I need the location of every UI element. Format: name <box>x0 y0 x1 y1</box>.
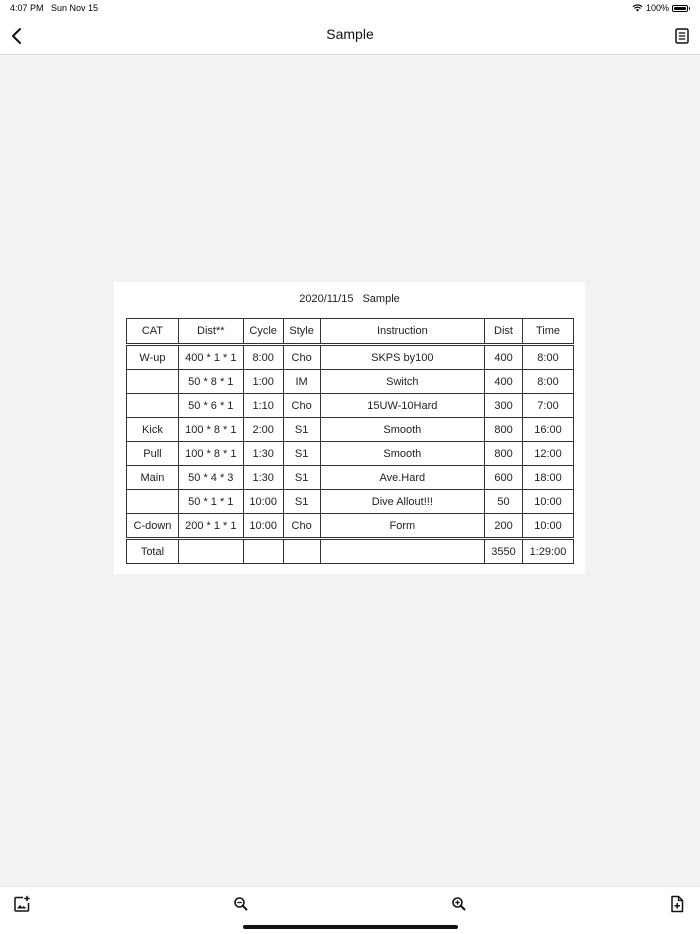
cell-dist: 600 <box>485 466 523 490</box>
cell-instruction: SKPS by100 <box>320 345 484 370</box>
add-image-button[interactable] <box>13 895 31 913</box>
cell-style: Cho <box>283 394 320 418</box>
cell-style: S1 <box>283 418 320 442</box>
column-header-style: Style <box>283 319 320 345</box>
column-header-cycle: Cycle <box>243 319 283 345</box>
column-header-time: Time <box>523 319 574 345</box>
workout-table <box>126 318 574 564</box>
cell-dist-set: 50 * 4 * 3 <box>178 466 243 490</box>
table-row <box>127 345 574 370</box>
total-label: Total <box>127 539 179 564</box>
cell-dist: 400 <box>485 345 523 370</box>
cell-dist: 200 <box>485 514 523 539</box>
add-document-button[interactable] <box>668 895 686 913</box>
cell-cycle <box>243 539 283 564</box>
wifi-icon <box>632 4 643 12</box>
home-indicator[interactable] <box>243 925 458 929</box>
column-header-cat: CAT <box>127 319 179 345</box>
cell-cat: C-down <box>127 514 179 539</box>
cell-time: 16:00 <box>523 418 574 442</box>
cell-style: Cho <box>283 345 320 370</box>
cell-instruction: Form <box>320 514 484 539</box>
add-image-icon <box>13 895 31 913</box>
cell-cycle: 1:00 <box>243 370 283 394</box>
cell-instruction: Ave.Hard <box>320 466 484 490</box>
cell-cycle: 1:30 <box>243 442 283 466</box>
table-row <box>127 418 574 442</box>
status-date: Sun Nov 15 <box>51 3 99 13</box>
cell-cat: W-up <box>127 345 179 370</box>
table-row <box>127 370 574 394</box>
table-row <box>127 514 574 539</box>
cell-style: IM <box>283 370 320 394</box>
cell-style <box>283 539 320 564</box>
table-total-row <box>127 539 574 564</box>
cell-instruction: 15UW-10Hard <box>320 394 484 418</box>
document-page <box>114 282 585 574</box>
cell-instruction <box>320 539 484 564</box>
cell-style: S1 <box>283 466 320 490</box>
add-document-icon <box>668 895 686 913</box>
battery-icon <box>672 5 688 12</box>
cell-cycle: 8:00 <box>243 345 283 370</box>
cell-instruction: Smooth <box>320 418 484 442</box>
cell-instruction: Smooth <box>320 442 484 466</box>
total-time: 1:29:00 <box>523 539 574 564</box>
column-header-dist-set: Dist** <box>178 319 243 345</box>
cell-cat <box>127 370 179 394</box>
status-indicators <box>632 3 688 13</box>
zoom-out-button[interactable] <box>232 895 250 913</box>
cell-time: 8:00 <box>523 345 574 370</box>
bottom-toolbar <box>0 886 700 934</box>
document-date: 2020/11/15 <box>299 293 354 305</box>
cell-style: Cho <box>283 514 320 539</box>
cell-cat: Main <box>127 466 179 490</box>
cell-time: 7:00 <box>523 394 574 418</box>
zoom-in-button[interactable] <box>450 895 468 913</box>
cell-cycle: 10:00 <box>243 514 283 539</box>
cell-time: 12:00 <box>523 442 574 466</box>
cell-dist: 300 <box>485 394 523 418</box>
document-list-button[interactable] <box>672 25 692 47</box>
document-heading <box>114 293 585 305</box>
zoom-out-icon <box>232 895 250 913</box>
total-dist: 3550 <box>485 539 523 564</box>
cell-dist-set <box>178 539 243 564</box>
cell-cycle: 10:00 <box>243 490 283 514</box>
cell-cat: Kick <box>127 418 179 442</box>
cell-dist-set: 400 * 1 * 1 <box>178 345 243 370</box>
table-row <box>127 394 574 418</box>
column-header-instruction: Instruction <box>320 319 484 345</box>
page-title: Sample <box>326 26 374 42</box>
table-row <box>127 466 574 490</box>
cell-time: 8:00 <box>523 370 574 394</box>
nav-bar <box>0 18 700 55</box>
cell-style: S1 <box>283 442 320 466</box>
status-time: 4:07 PM <box>10 3 44 13</box>
cell-dist-set: 50 * 6 * 1 <box>178 394 243 418</box>
cell-time: 10:00 <box>523 514 574 539</box>
cell-style: S1 <box>283 490 320 514</box>
cell-cat: Pull <box>127 442 179 466</box>
table-row <box>127 490 574 514</box>
cell-dist-set: 100 * 8 * 1 <box>178 418 243 442</box>
cell-dist: 800 <box>485 418 523 442</box>
document-name: Sample <box>362 293 400 305</box>
cell-dist: 400 <box>485 370 523 394</box>
table-row <box>127 442 574 466</box>
cell-cycle: 2:00 <box>243 418 283 442</box>
cell-cycle: 1:30 <box>243 466 283 490</box>
zoom-in-icon <box>450 895 468 913</box>
cell-dist-set: 50 * 8 * 1 <box>178 370 243 394</box>
document-list-icon <box>672 25 692 47</box>
cell-dist-set: 200 * 1 * 1 <box>178 514 243 539</box>
cell-dist: 50 <box>485 490 523 514</box>
cell-time: 18:00 <box>523 466 574 490</box>
cell-instruction: Switch <box>320 370 484 394</box>
table-header-row <box>127 319 574 345</box>
battery-percent: 100% <box>645 3 669 13</box>
cell-dist-set: 50 * 1 * 1 <box>178 490 243 514</box>
column-header-dist: Dist <box>485 319 523 345</box>
cell-cycle: 1:10 <box>243 394 283 418</box>
cell-time: 10:00 <box>523 490 574 514</box>
cell-dist-set: 100 * 8 * 1 <box>178 442 243 466</box>
cell-cat <box>127 490 179 514</box>
status-bar <box>0 0 700 18</box>
cell-instruction: Dive Allout!!! <box>320 490 484 514</box>
cell-dist: 800 <box>485 442 523 466</box>
cell-cat <box>127 394 179 418</box>
